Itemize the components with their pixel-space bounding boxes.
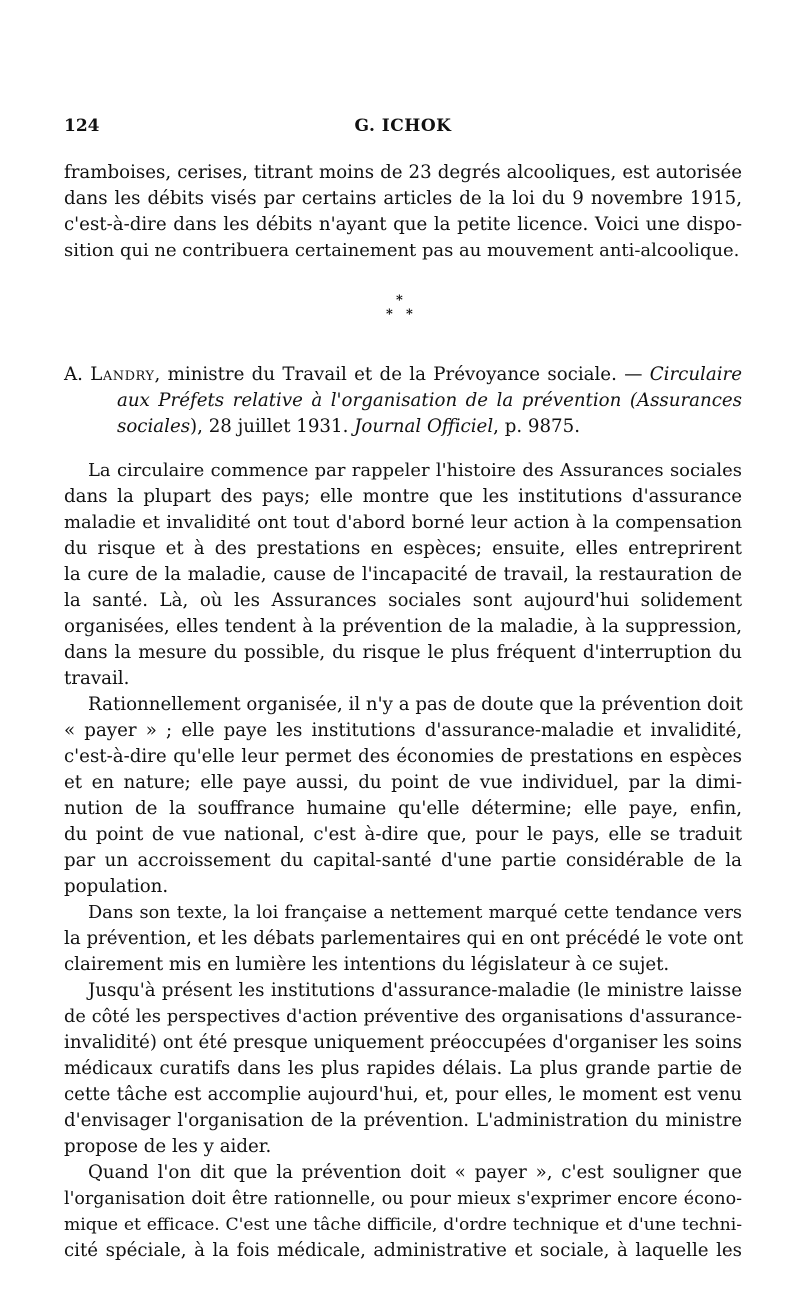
text-line: dans la mesure du possible, du risque le plus fréquent d'interruption du (64, 642, 742, 663)
text-line: organisées, elles tendent à la prévention de la maladie, à la suppression, (64, 616, 742, 637)
text-line: Jusqu'à présent les institutions d'assurance-maladie (le ministre laisse (88, 980, 742, 1001)
separator-star: * (386, 307, 393, 322)
text-line: par un accroissement du capital-santé d'une partie considérable de la (64, 850, 742, 871)
separator-star: * (406, 307, 413, 322)
text-line: dans les débits visés par certains articles de la loi du 9 novembre 1915, (64, 188, 742, 209)
text-line: travail. (64, 668, 130, 689)
citation-line: aux Préfets relative à l'organisation de la prévention (Assurances (117, 390, 742, 411)
page-header (64, 116, 742, 140)
citation-title: Circulaire (649, 364, 742, 385)
citation-line (64, 362, 742, 388)
text-line: « payer » ; elle paye les institutions d'assurance-maladie et invalidité, (64, 720, 742, 741)
text-line: l'organisation doit être rationnelle, ou pour mieux s'exprimer encore écono- (64, 1189, 742, 1209)
text-line: du risque et à des prestations en espèces; ensuite, elles entreprirent (64, 538, 742, 559)
citation-line (117, 414, 742, 440)
text-line: la prévention, et les débats parlementaires qui en ont précédé le vote ont (64, 928, 744, 949)
text-line: médicaux curatifs dans les plus rapides délais. La plus grande partie de (64, 1058, 742, 1079)
text-line: framboises, cerises, titrant moins de 23 degrés alcooliques, est autorisée (64, 162, 742, 183)
text-line: de côté les perspectives d'action préventive des organisations d'assurance- (64, 1007, 742, 1027)
text-line: et en nature; elle paye aussi, du point de vue individuel, par la dimi- (64, 772, 742, 793)
running-head: G. ICHOK (354, 116, 452, 136)
text-line: cité spéciale, à la fois médicale, administrative et sociale, à laquelle les (64, 1240, 742, 1261)
page-number: 124 (64, 116, 100, 136)
citation-initial: A. (64, 364, 83, 385)
text-line: la santé. Là, où les Assurances sociales sont aujourd'hui solidement (64, 590, 742, 611)
text-line: population. (64, 876, 169, 897)
text-line: clairement mis en lumière les intentions du législateur à ce sujet. (64, 954, 670, 975)
text-line: Quand l'on dit que la prévention doit « payer », c'est souligner que (88, 1162, 742, 1183)
text-line: invalidité) ont été presque uniquement préoccupées d'organiser les soins (64, 1032, 742, 1053)
separator-star: * (396, 293, 403, 308)
text-line: La circulaire commence par rappeler l'histoire des Assurances sociales (88, 460, 742, 481)
text-line: nution de la souffrance humaine qu'elle détermine; elle paye, enfin, (64, 798, 742, 819)
text-line: Dans son texte, la loi française a nettement marqué cette tendance vers (88, 903, 742, 923)
citation-page: , p. 9875. (493, 416, 580, 437)
citation-date: ), 28 juillet 1931. (190, 416, 355, 437)
text-line: maladie et invalidité ont tout d'abord borné leur action à la compensation (64, 512, 742, 533)
citation-journal: Journal Officiel (354, 416, 494, 437)
text-line: c'est-à-dire qu'elle leur permet des économies de prestations en espèces (64, 746, 742, 767)
citation-text: , ministre du Travail et de la Prévoyance sociale. — (154, 364, 650, 385)
citation-title: sociales (117, 416, 191, 437)
text-line: sition qui ne contribuera certainement pas au mouvement anti-alcoolique. (64, 240, 740, 261)
text-line: c'est-à-dire dans les débits n'ayant que la petite licence. Voici une dispo- (64, 214, 742, 235)
text-line: mique et efficace. C'est une tâche difficile, d'ordre technique et d'une techni- (64, 1215, 742, 1235)
section-separator (380, 292, 420, 328)
text-line: d'envisager l'organisation de la prévention. L'administration du ministre (64, 1110, 742, 1131)
text-line: Rationnellement organisée, il n'y a pas de doute que la prévention doit (88, 694, 743, 715)
text-line: cette tâche est accomplie aujourd'hui, et, pour elles, le moment est venu (64, 1084, 742, 1105)
text-line: la cure de la maladie, cause de l'incapacité de travail, la restauration de (64, 564, 742, 585)
citation-author: Landry (90, 364, 155, 385)
text-line: du point de vue national, c'est à-dire que, pour le pays, elle se traduit (64, 824, 742, 845)
text-line: dans la plupart des pays; elle montre que les institutions d'assurance (64, 486, 742, 507)
text-line: propose de les y aider. (64, 1136, 272, 1157)
